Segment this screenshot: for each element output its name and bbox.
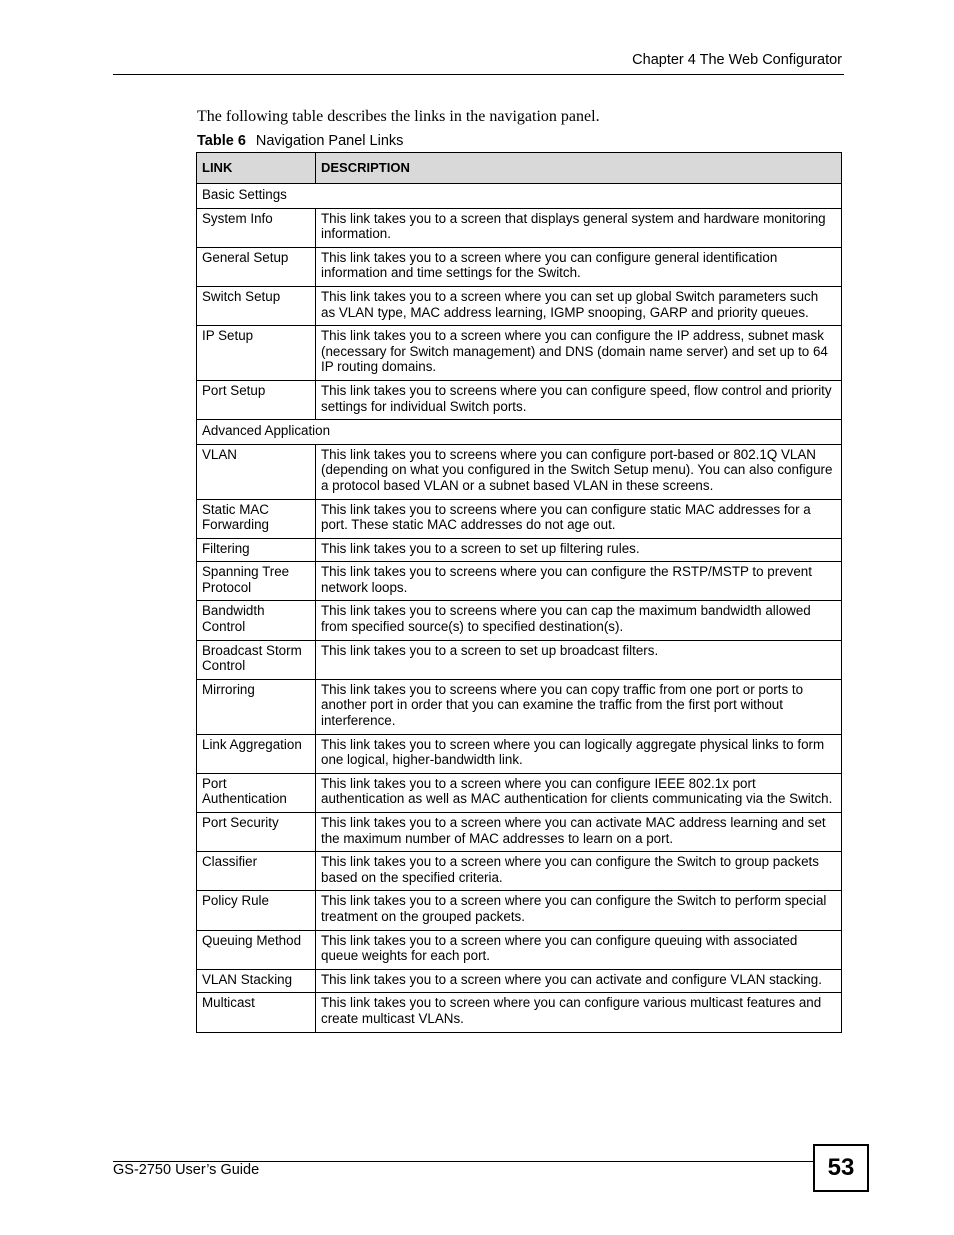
column-header-description: DESCRIPTION <box>316 153 842 184</box>
table-row <box>197 969 842 993</box>
link-cell: VLAN <box>197 444 316 499</box>
description-cell: This link takes you to a screen where you can activate MAC address learning and set the maximum number of MAC addresses to learn on a port. <box>316 813 842 852</box>
link-cell: Bandwidth Control <box>197 601 316 640</box>
section-row <box>197 184 842 209</box>
column-header-link: LINK <box>197 153 316 184</box>
table-row <box>197 562 842 601</box>
page-number: 53 <box>813 1144 869 1192</box>
link-cell: Multicast <box>197 993 316 1032</box>
description-cell: This link takes you to a screen where you can configure general identification information and time settings for the Switch. <box>316 247 842 286</box>
description-cell: This link takes you to a screen to set up broadcast filters. <box>316 640 842 679</box>
description-cell: This link takes you to a screen where you can set up global Switch parameters such as VLAN type, MAC address learning, IGMP snooping, GARP and priority queues. <box>316 286 842 325</box>
table-row <box>197 930 842 969</box>
table-header-row <box>197 153 842 184</box>
link-cell: Switch Setup <box>197 286 316 325</box>
table-row <box>197 640 842 679</box>
table-row <box>197 499 842 538</box>
description-cell: This link takes you to screens where you can configure the RSTP/MSTP to prevent network loops. <box>316 562 842 601</box>
description-cell: This link takes you to screens where you can configure static MAC addresses for a port. These static MAC addresses do not age out. <box>316 499 842 538</box>
table-row <box>197 993 842 1032</box>
table-row <box>197 326 842 381</box>
link-cell: Port Authentication <box>197 773 316 812</box>
link-cell: Policy Rule <box>197 891 316 930</box>
description-cell: This link takes you to screen where you can configure various multicast features and create multicast VLANs. <box>316 993 842 1032</box>
link-cell: Spanning Tree Protocol <box>197 562 316 601</box>
table-row <box>197 601 842 640</box>
link-cell: Broadcast Storm Control <box>197 640 316 679</box>
section-heading: Advanced Application <box>197 420 842 445</box>
table-row <box>197 247 842 286</box>
chapter-header: Chapter 4 The Web Configurator <box>632 52 842 68</box>
description-cell: This link takes you to a screen where you can configure queuing with associated queue weights for each port. <box>316 930 842 969</box>
description-cell: This link takes you to screens where you can copy traffic from one port or ports to another port in order that you can examine the traffic from the first port without interference. <box>316 679 842 734</box>
link-cell: Classifier <box>197 852 316 891</box>
table-body <box>197 184 842 1033</box>
link-cell: System Info <box>197 208 316 247</box>
navigation-links-table <box>196 152 842 1033</box>
table-row <box>197 208 842 247</box>
link-cell: Port Setup <box>197 380 316 419</box>
footer-guide-title: GS-2750 User’s Guide <box>113 1162 260 1178</box>
table-row <box>197 813 842 852</box>
description-cell: This link takes you to a screen to set up filtering rules. <box>316 538 842 562</box>
table-row <box>197 734 842 773</box>
intro-paragraph: The following table describes the links in the navigation panel. <box>197 108 600 125</box>
table-row <box>197 286 842 325</box>
link-cell: Filtering <box>197 538 316 562</box>
description-cell: This link takes you to screens where you can configure port-based or 802.1Q VLAN (depending on what you configured in the Switch Setup menu). You can also configure a protocol based VLAN or a subnet based VLAN in these screens. <box>316 444 842 499</box>
link-cell: Queuing Method <box>197 930 316 969</box>
section-row <box>197 420 842 445</box>
table-row <box>197 444 842 499</box>
table-row <box>197 773 842 812</box>
table-caption-label: Table 6 <box>197 133 246 149</box>
description-cell: This link takes you to a screen where you can configure the Switch to perform special treatment on the grouped packets. <box>316 891 842 930</box>
link-cell: Static MAC Forwarding <box>197 499 316 538</box>
link-cell: Port Security <box>197 813 316 852</box>
description-cell: This link takes you to screens where you can cap the maximum bandwidth allowed from specified source(s) to specified destination(s). <box>316 601 842 640</box>
section-heading: Basic Settings <box>197 184 842 209</box>
table-row <box>197 380 842 419</box>
link-cell: Link Aggregation <box>197 734 316 773</box>
table-row <box>197 538 842 562</box>
description-cell: This link takes you to a screen where you can configure the Switch to group packets based on the specified criteria. <box>316 852 842 891</box>
link-cell: General Setup <box>197 247 316 286</box>
table-row <box>197 679 842 734</box>
description-cell: This link takes you to a screen where you can configure the IP address, subnet mask (necessary for Switch management) and DNS (domain name server) and set up to 64 IP routing domains. <box>316 326 842 381</box>
description-cell: This link takes you to screen where you can logically aggregate physical links to form one logical, higher-bandwidth link. <box>316 734 842 773</box>
description-cell: This link takes you to screens where you can configure speed, flow control and priority settings for individual Switch ports. <box>316 380 842 419</box>
description-cell: This link takes you to a screen where you can configure IEEE 802.1x port authentication as well as MAC authentication for clients communicating via the Switch. <box>316 773 842 812</box>
table-caption-title: Navigation Panel Links <box>255 133 404 149</box>
link-cell: IP Setup <box>197 326 316 381</box>
description-cell: This link takes you to a screen where you can activate and configure VLAN stacking. <box>316 969 842 993</box>
link-cell: VLAN Stacking <box>197 969 316 993</box>
description-cell: This link takes you to a screen that displays general system and hardware monitoring information. <box>316 208 842 247</box>
header-rule <box>113 74 844 75</box>
table-row <box>197 891 842 930</box>
table-caption <box>197 133 403 149</box>
table-row <box>197 852 842 891</box>
link-cell: Mirroring <box>197 679 316 734</box>
